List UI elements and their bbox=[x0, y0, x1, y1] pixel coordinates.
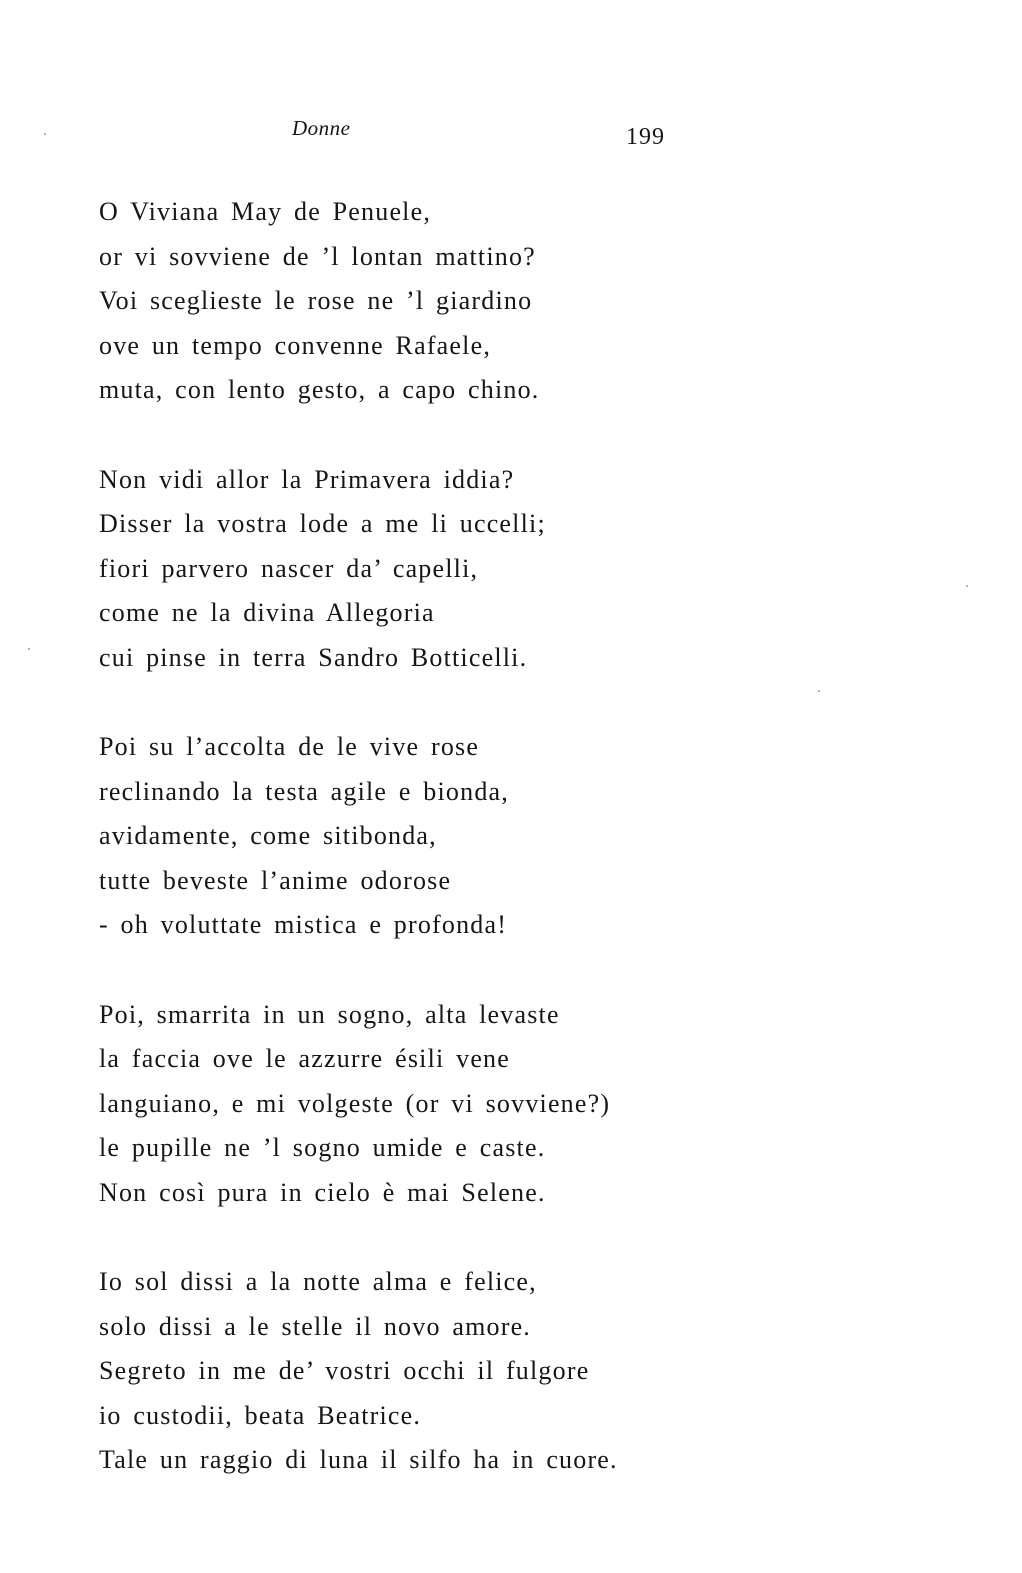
verse-line: languiano, e mi volgeste (or vi sovviene?) bbox=[99, 1088, 611, 1118]
verse-line: avidamente, come sitibonda, bbox=[99, 821, 437, 850]
scan-speck bbox=[818, 690, 820, 692]
verse-line: fiori parvero nascer da’ capelli, bbox=[99, 553, 479, 583]
verse-line: Io sol dissi a la notte alma e felice, bbox=[99, 1267, 537, 1296]
verse-line: tutte beveste l’anime odorose bbox=[99, 865, 452, 895]
verse-line: Poi su l’accolta de le vive rose bbox=[99, 732, 480, 761]
scan-speck bbox=[28, 648, 30, 650]
page-number: 199 bbox=[626, 124, 665, 150]
verse-line: Poi, smarrita in un sogno, alta levaste bbox=[99, 999, 560, 1029]
verse-line: le pupille ne ’l sogno umide e caste. bbox=[99, 1133, 546, 1162]
verse-line: Non così pura in cielo è mai Selene. bbox=[99, 1177, 546, 1207]
verse-line: - oh voluttate mistica e profonda! bbox=[99, 910, 508, 939]
verse-line: Voi sceglieste le rose ne ’l giardino bbox=[99, 286, 533, 315]
stanza-5 bbox=[99, 1260, 799, 1483]
stanza-3 bbox=[99, 725, 799, 948]
verse-line: la faccia ove le azzurre ésili vene bbox=[99, 1044, 510, 1073]
verse-line: O Viviana May de Penuele, bbox=[99, 197, 432, 226]
verse-line: or vi sovviene de ’l lontan mattino? bbox=[99, 241, 536, 271]
verse-line: come ne la divina Allegoria bbox=[99, 598, 435, 627]
running-title: Donne bbox=[292, 116, 351, 140]
stanza-2 bbox=[99, 458, 799, 681]
stanza-4 bbox=[99, 993, 799, 1216]
verse-line: muta, con lento gesto, a capo chino. bbox=[99, 375, 540, 404]
verse-line: Disser la vostra lode a me li uccelli; bbox=[99, 509, 546, 538]
poem bbox=[99, 190, 799, 1528]
verse-line: solo dissi a le stelle il novo amore. bbox=[99, 1311, 532, 1341]
verse-line: ove un tempo convenne Rafaele, bbox=[99, 330, 492, 360]
verse-line: cui pinse in terra Sandro Botticelli. bbox=[99, 642, 528, 672]
verse-line: Tale un raggio di luna il silfo ha in cuore. bbox=[99, 1445, 618, 1474]
stanza-1 bbox=[99, 190, 799, 413]
verse-line: Segreto in me de’ vostri occhi il fulgore bbox=[99, 1356, 590, 1385]
verse-line: reclinando la testa agile e bionda, bbox=[99, 776, 509, 806]
verse-line: io custodii, beata Beatrice. bbox=[99, 1400, 422, 1430]
scan-speck bbox=[966, 585, 968, 587]
scan-speck bbox=[44, 133, 46, 135]
verse-line: Non vidi allor la Primavera iddia? bbox=[99, 464, 515, 494]
